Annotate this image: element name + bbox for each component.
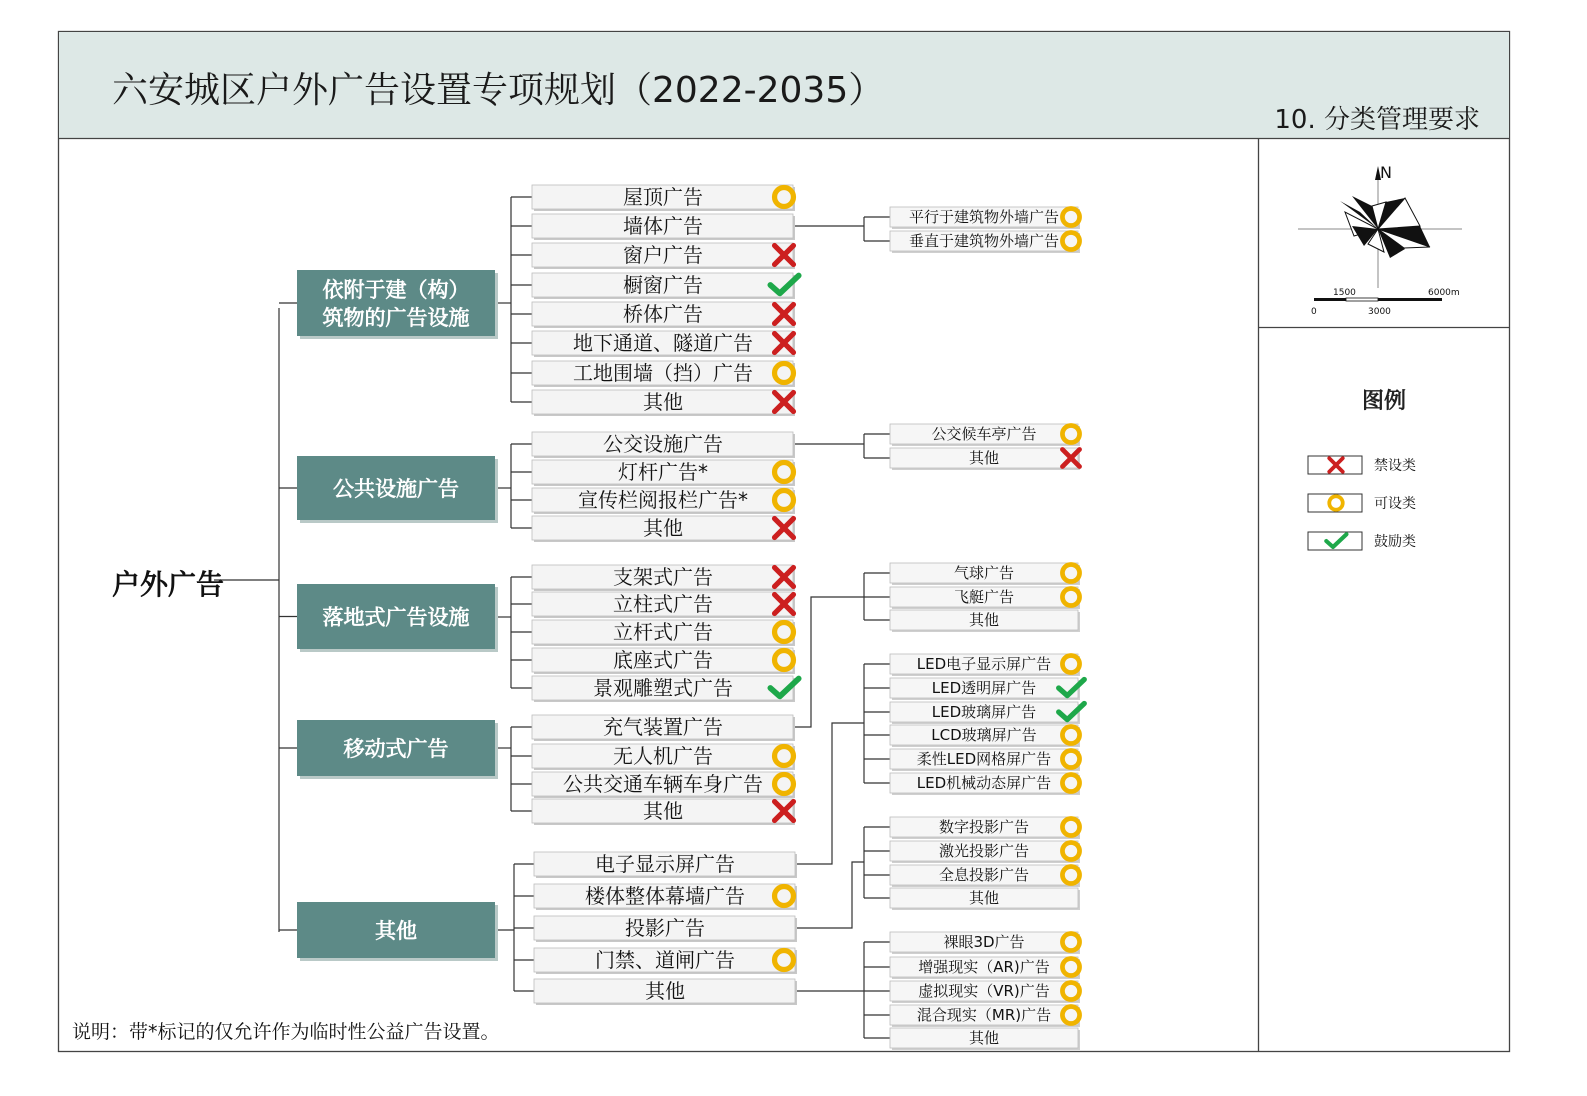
svg-text:3000: 3000 [1368,307,1391,317]
category-node [297,456,498,523]
item-node [532,744,795,770]
subitem-node [890,702,1084,724]
subitem-node [890,817,1080,839]
item-label: 其他 [643,516,683,540]
item-label: 底座式广告 [613,648,713,672]
subitem-label: 虚拟现实（VR)广告 [918,982,1050,1000]
category-node [297,902,498,961]
subitem-label: 其他 [968,1029,1000,1047]
subitem-label: LCD玻璃屏广告 [931,726,1037,744]
item-label: 立杆式广告 [613,620,713,644]
category-label: 移动式广告 [343,737,449,761]
subitem-node [890,773,1080,795]
subitem-label: 其他 [968,611,1000,629]
item-label: 支架式广告 [613,565,713,589]
item-label: 宣传栏阅报栏广告* [578,488,748,512]
legend-label: 可设类 [1374,496,1416,512]
subitem-node [890,424,1080,446]
item-label: 电子显示屏广告 [595,852,735,876]
page-title: 六安城区户外广告设置专项规划（2022-2035） [112,70,885,111]
category-label: 其他 [375,919,417,943]
item-node [532,390,795,416]
item-node [532,302,795,328]
item-node [534,884,797,910]
subitem-label: LED透明屏广告 [931,679,1037,697]
legend [1308,456,1416,550]
subitem-label: 增强现实（AR)广告 [918,958,1050,976]
item-node [534,979,797,1005]
item-node [534,948,797,974]
legend-label: 禁设类 [1374,458,1416,474]
category-label: 筑物的广告设施 [322,306,470,330]
item-label: 景观雕塑式广告 [593,676,733,700]
subitem-label: 混合现实（MR)广告 [916,1006,1052,1024]
item-label: 其他 [645,979,685,1003]
item-label: 墙体广告 [623,214,703,238]
item-node [532,799,795,825]
category-label: 依附于建（构） [322,278,470,302]
subitem-node [890,654,1080,676]
legend-entry [1308,456,1416,474]
subitem-label: 飞艇广告 [953,588,1015,606]
category-node [297,584,498,652]
subitem-node [890,678,1084,700]
subitem-label: LED机械动态屏广告 [916,774,1052,792]
category-node [297,270,498,339]
section-title: 10. 分类管理要求 [1274,105,1480,135]
subitem-label: 其他 [968,889,1000,907]
item-label: 投影广告 [625,916,705,940]
item-node [532,460,795,486]
subitem-node [890,1005,1080,1027]
subitem-node [890,865,1080,887]
subitem-label: 垂直于建筑物外墙广告 [908,232,1060,250]
item-label: 工地围墙（挡）广告 [573,361,753,385]
subitem-node [890,749,1080,771]
subitem-label: 柔性LED网格屏广告 [916,750,1052,768]
subitem-label: 全息投影广告 [938,866,1030,884]
subitem-node [890,207,1080,229]
item-node [532,648,795,674]
item-label: 橱窗广告 [623,273,703,297]
svg-text:N: N [1380,163,1392,182]
item-label: 窗户广告 [623,243,703,267]
root-node: 户外广告 [112,568,225,601]
subitem-node [890,587,1080,609]
item-node [532,488,795,514]
item-label: 桥体广告 [623,302,703,326]
item-label: 灯杆广告* [618,460,708,484]
item-node [532,331,795,357]
subitem-node [890,563,1080,585]
item-node [532,565,795,591]
subitem-node [890,610,1080,632]
subitem-node [890,841,1080,863]
item-node [532,620,795,646]
item-node [532,214,795,240]
item-node [534,852,797,878]
subitem-node [890,981,1080,1003]
svg-text:6000m: 6000m [1428,288,1460,298]
item-label: 充气装置广告 [603,715,723,739]
item-node [532,243,795,269]
item-label: 其他 [643,390,683,414]
item-label: 楼体整体幕墙广告 [585,884,745,908]
category-label: 公共设施广告 [333,477,459,501]
item-node [532,715,795,741]
item-label: 公共交通车辆车身广告 [563,772,763,796]
subitem-node [890,957,1080,979]
subitem-label: LED电子显示屏广告 [916,655,1052,673]
item-label: 地下通道、隧道广告 [573,331,753,355]
legend-entry [1308,494,1416,512]
category-label: 落地式广告设施 [322,605,470,630]
subitem-label: 激光投影广告 [938,842,1030,860]
subitem-node [890,231,1080,253]
item-node [532,273,799,299]
subitem-node [890,448,1080,470]
subitem-label: 数字投影广告 [938,818,1030,836]
item-label: 公交设施广告 [603,432,723,456]
legend-entry [1308,532,1416,550]
subitem-node [890,932,1080,954]
item-label: 其他 [643,799,683,823]
item-node [532,772,795,798]
svg-text:0: 0 [1311,307,1317,317]
subitem-label: 公交候车亭广告 [931,425,1037,443]
item-node [532,676,799,702]
subitem-label: 其他 [968,449,1000,467]
item-node [532,185,795,211]
item-node [534,916,797,942]
subitem-node [890,1028,1080,1050]
item-node [532,516,795,542]
legend-label: 鼓励类 [1374,534,1416,550]
item-node [532,432,795,458]
svg-text:1500: 1500 [1333,288,1356,298]
footnote: 说明：带*标记的仅允许作为临时性公益广告设置。 [72,1021,500,1043]
category-node [297,720,498,779]
subitem-node [890,725,1080,747]
item-label: 屋顶广告 [623,185,703,209]
subitem-label: LED玻璃屏广告 [931,703,1037,721]
subitem-label: 气球广告 [953,564,1015,582]
item-label: 立柱式广告 [613,592,713,616]
subitem-node [890,888,1080,910]
subitem-label: 裸眼3D广告 [943,933,1025,951]
item-node [532,361,795,387]
legend-title: 图例 [1361,389,1407,414]
item-label: 无人机广告 [613,744,713,768]
item-label: 门禁、道闸广告 [595,948,735,972]
subitem-label: 平行于建筑物外墙广告 [908,208,1060,226]
item-node [532,592,795,618]
